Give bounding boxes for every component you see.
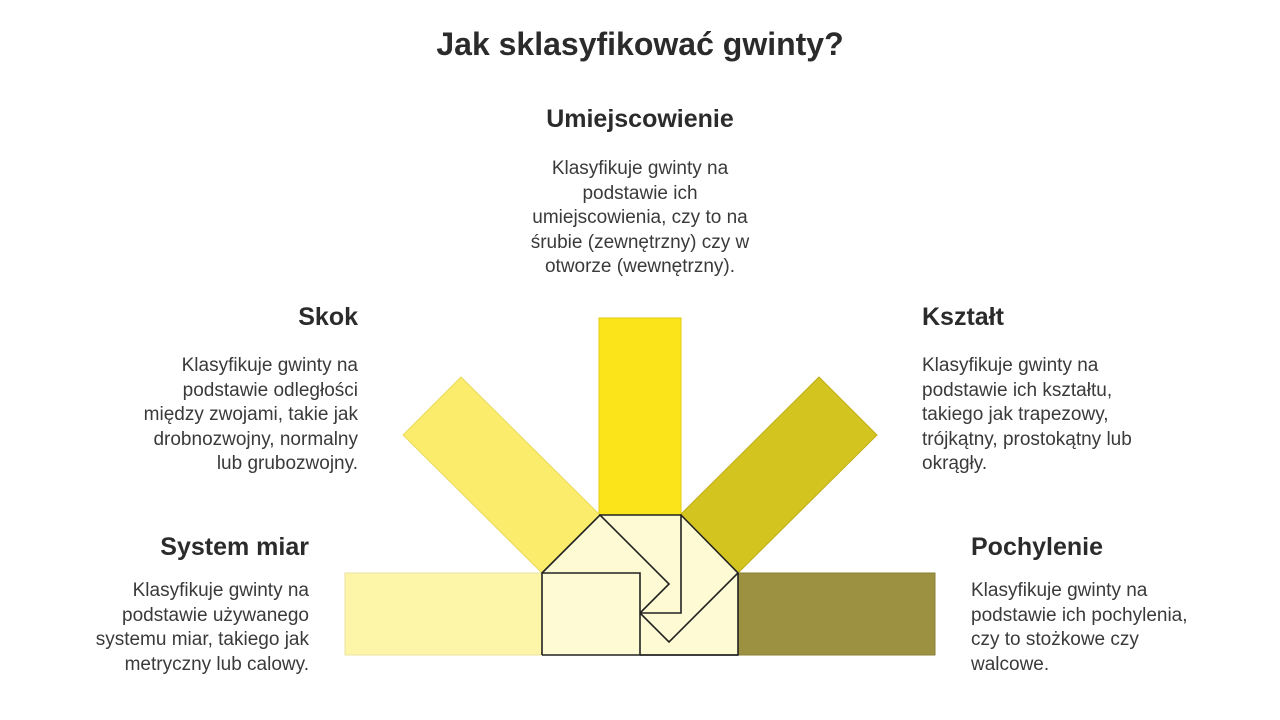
bar-system-miar <box>345 573 542 655</box>
heading-umiejscowienie: Umiejscowienie <box>546 105 734 133</box>
desc-skok: Klasyfikuje gwinty na podstawie odległości między zwojami, takie jak drobnozwojny, normalny lub grubozwojny. <box>143 355 358 474</box>
desc-pochylenie: Klasyfikuje gwinty na podstawie ich pochylenia, czy to stożkowe czy walcowe. <box>971 580 1188 675</box>
heading-system-miar: System miar <box>160 533 309 561</box>
heading-ksztalt: Kształt <box>922 303 1004 331</box>
page-title: Jak sklasyfikować gwinty? <box>436 26 844 62</box>
desc-system-miar: Klasyfikuje gwinty na podstawie używanego systemu miar, takiego jak metryczny lub calowy. <box>95 580 309 675</box>
heading-skok: Skok <box>298 303 358 331</box>
bar-umiejscowienie <box>599 318 681 515</box>
heading-pochylenie: Pochylenie <box>971 533 1103 561</box>
desc-umiejscowienie: Klasyfikuje gwinty na podstawie ich umiejscowienia, czy to na śrubie (zewnętrzny) czy w otworze (wewnętrzny). <box>530 158 750 277</box>
bar-pochylenie <box>738 573 935 655</box>
desc-ksztalt: Klasyfikuje gwinty na podstawie ich kształtu, takiego jak trapezowy, trójkątny, prostokątny lub okrągły. <box>922 355 1132 474</box>
